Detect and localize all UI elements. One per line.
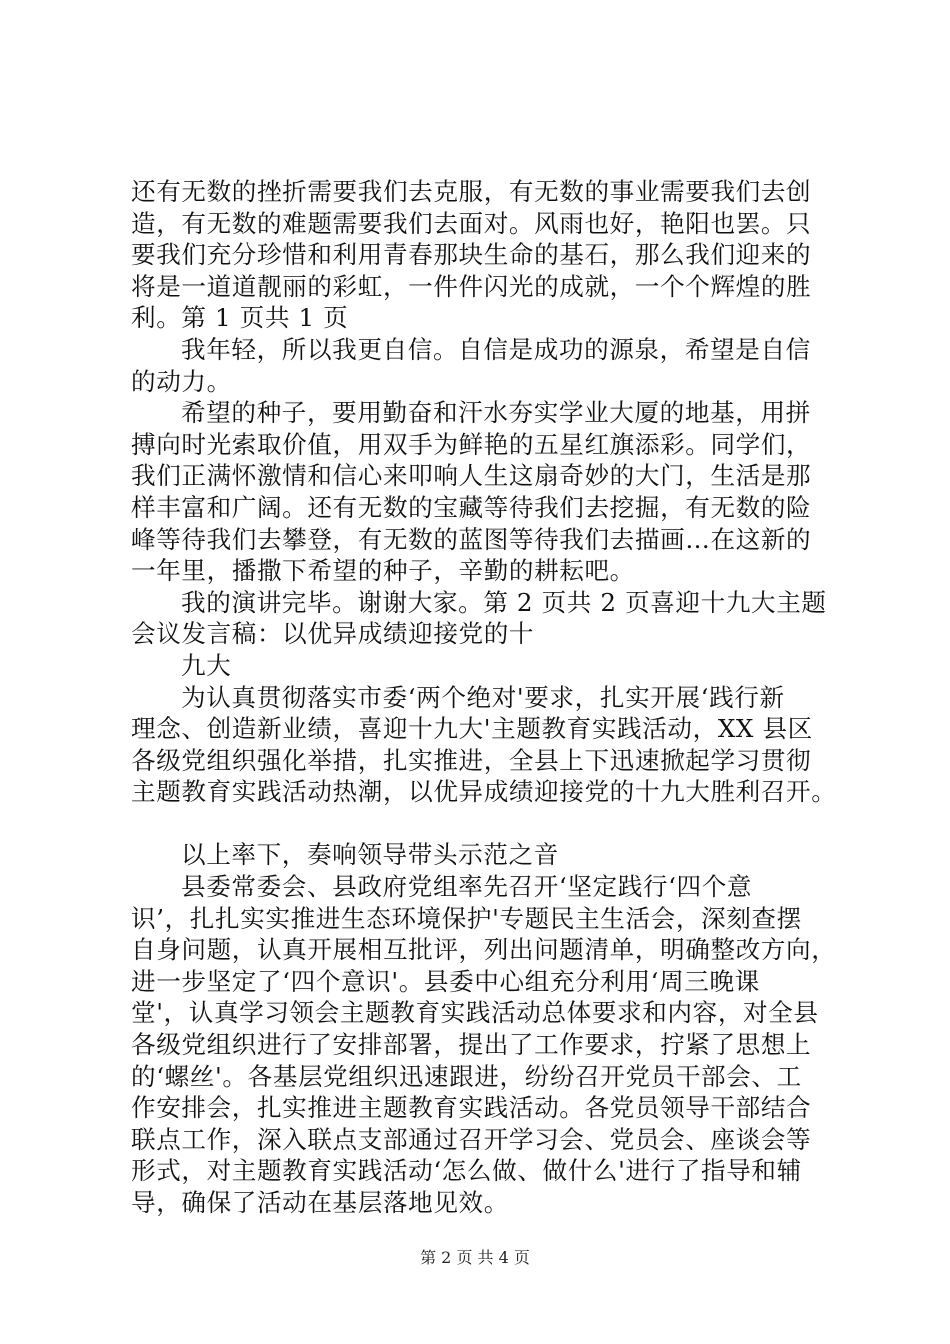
text-line: 利。第 1 页共 1 页 bbox=[131, 303, 349, 333]
text-line: 各级党组织强化举措，扎实推进，全县上下迅速掀起学习贯彻 bbox=[131, 745, 812, 775]
text-line: 造，有无数的难题需要我们去面对。风雨也好，艳阳也罢。只 bbox=[131, 208, 812, 238]
text-line: 的动力。 bbox=[131, 366, 232, 396]
text-line: 联点工作，深入联点支部通过召开学习会、党员会、座谈会等 bbox=[131, 1124, 812, 1154]
text-line: 一年里，播撒下希望的种子，辛勤的耕耘吧。 bbox=[131, 556, 635, 586]
text-line: 理念、创造新业绩，喜迎十九大'主题教育实践活动，XX 县区 bbox=[131, 714, 813, 744]
text-line: 的‘螺丝'。各基层党组织迅速跟进，纷纷召开党员干部会、工 bbox=[131, 1061, 802, 1091]
text-line: 将是一道道靓丽的彩虹，一件件闪光的成就，一个个辉煌的胜 bbox=[131, 271, 812, 301]
text-line: 进一步坚定了‘四个意识'。县委中心组充分利用‘周三晚课 bbox=[131, 966, 760, 996]
text-line: 作安排会，扎实推进主题教育实践活动。各党员领导干部结合 bbox=[131, 1093, 812, 1123]
text-line: 主题教育实践活动热潮，以优异成绩迎接党的十九大胜利召开。 bbox=[131, 777, 837, 807]
document-body bbox=[131, 176, 837, 1219]
text-line: 形式，对主题教育实践活动‘怎么做、做什么'进行了指导和辅 bbox=[131, 1156, 802, 1186]
page-footer: 第 2 页 共 4 页 bbox=[420, 1248, 530, 1267]
text-line: 会议发言稿：以优异成绩迎接党的十 bbox=[131, 619, 535, 649]
text-line: 要我们充分珍惜和利用青春那块生命的基石，那么我们迎来的 bbox=[131, 240, 812, 270]
text-line: 峰等待我们去攀登，有无数的蓝图等待我们去描画…在这新的 bbox=[131, 524, 812, 554]
blank-line bbox=[131, 808, 831, 840]
text-line: 县委常委会、县政府党组率先召开‘坚定践行‘四个意 bbox=[181, 872, 753, 902]
text-line: 堂'，认真学习领会主题教育实践活动总体要求和内容，对全县 bbox=[131, 998, 819, 1028]
text-line: 导，确保了活动在基层落地见效。 bbox=[131, 1188, 509, 1217]
text-line: 我们正满怀激情和信心来叩响人生这扇奇妙的大门，生活是那 bbox=[131, 461, 812, 491]
text-line: 还有无数的挫折需要我们去克服，有无数的事业需要我们去创 bbox=[131, 177, 812, 206]
text-line: 搏向时光索取价值，用双手为鲜艳的五星红旗添彩。同学们， bbox=[131, 429, 812, 459]
text-line: 以上率下，奏响领导带头示范之音 bbox=[181, 840, 559, 870]
text-line: 希望的种子，要用勤奋和汗水夯实学业大厦的地基，用拼 bbox=[181, 398, 811, 428]
text-line: 自身问题，认真开展相互批评，列出问题清单，明确整改方向， bbox=[131, 935, 837, 965]
text-line: 识’，扎扎实实推进生态环境保护'专题民主生活会，深刻查摆 bbox=[131, 903, 802, 933]
text-line: 我年轻，所以我更自信。自信是成功的源泉，希望是自信 bbox=[181, 334, 811, 364]
text-line: 我的演讲完毕。谢谢大家。第 2 页共 2 页喜迎十九大主题 bbox=[181, 587, 827, 617]
text-line: 样丰富和广阔。还有无数的宝藏等待我们去挖掘，有无数的险 bbox=[131, 492, 812, 522]
text-line: 各级党组织进行了安排部署，提出了工作要求，拧紧了思想上 bbox=[131, 1030, 812, 1060]
text-line: 为认真贯彻落实市委‘两个绝对'要求，扎实开展‘践行新 bbox=[181, 682, 785, 712]
text-line: 九大 bbox=[181, 650, 232, 680]
